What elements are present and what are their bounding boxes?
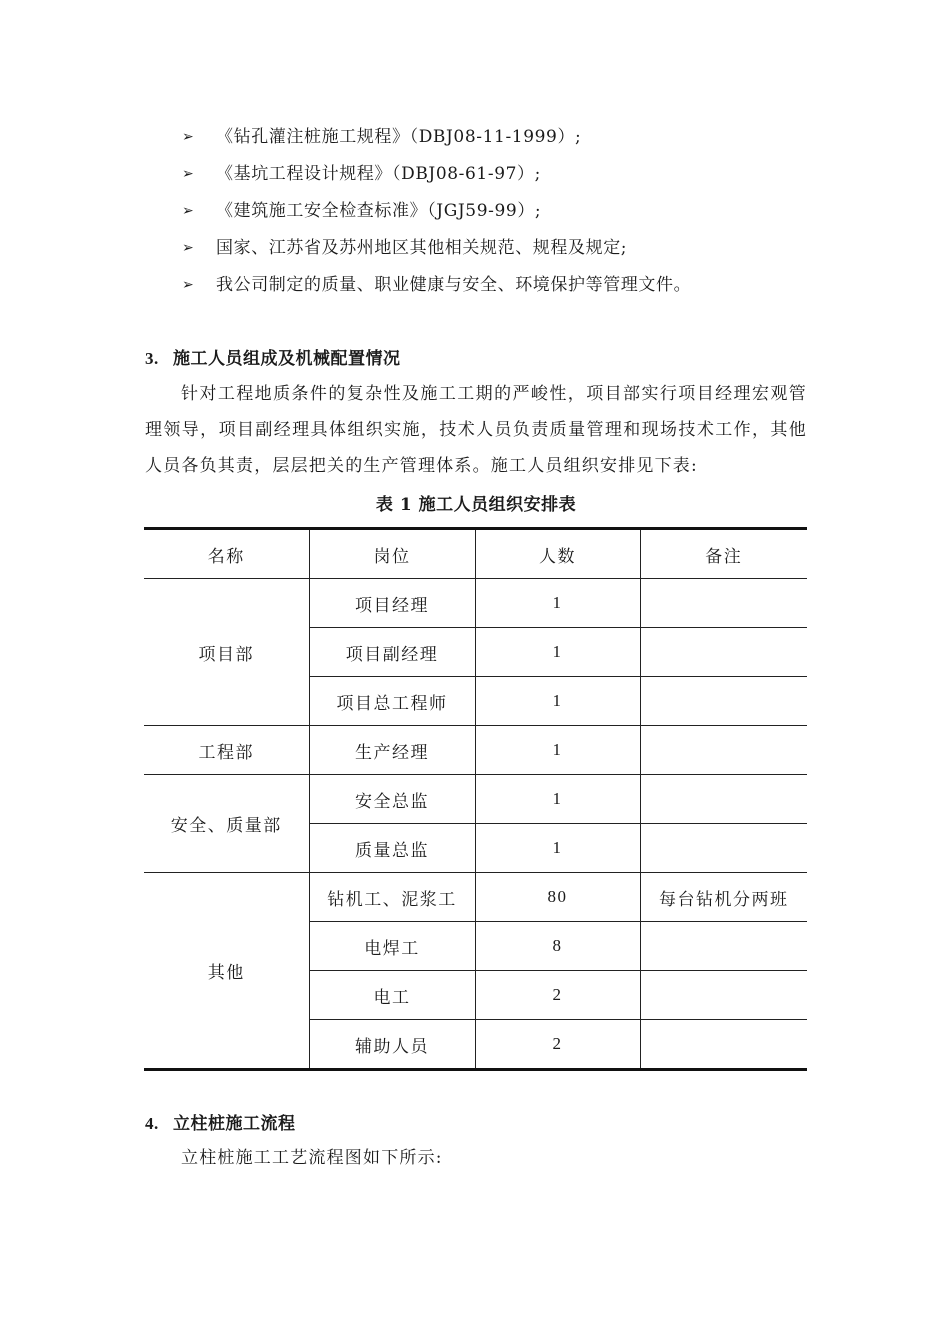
reference-text: 《基坑工程设计规程》（DBJ08-61-97）; <box>216 164 541 184</box>
section-3-heading <box>145 344 401 369</box>
note-cell <box>640 579 807 628</box>
post-cell: 电工 <box>309 971 475 1020</box>
count-cell: 2 <box>475 971 640 1020</box>
note-cell <box>640 1020 807 1070</box>
reference-item <box>182 270 822 307</box>
section-4-title: 立柱桩施工流程 <box>173 1114 296 1134</box>
post-cell: 项目经理 <box>309 579 475 628</box>
staff-arrangement-table <box>144 527 807 1071</box>
reference-item <box>182 233 822 270</box>
count-cell: 1 <box>475 726 640 775</box>
reference-text: 国家、江苏省及苏州地区其他相关规范、规程及规定; <box>216 238 628 258</box>
table-header-row <box>144 529 807 579</box>
column-header-post: 岗位 <box>309 529 475 579</box>
column-header-name: 名称 <box>144 529 309 579</box>
note-cell: 每台钻机分两班 <box>640 873 807 922</box>
table-row <box>144 873 807 922</box>
note-cell <box>640 775 807 824</box>
count-cell: 80 <box>475 873 640 922</box>
post-cell: 生产经理 <box>309 726 475 775</box>
arrow-bullet-icon: ➢ <box>182 277 194 293</box>
note-cell <box>640 922 807 971</box>
post-cell: 钻机工、泥浆工 <box>309 873 475 922</box>
post-cell: 安全总监 <box>309 775 475 824</box>
arrow-bullet-icon: ➢ <box>182 240 194 256</box>
column-header-count: 人数 <box>475 529 640 579</box>
table-row <box>144 579 807 628</box>
count-cell: 1 <box>475 824 640 873</box>
note-cell <box>640 824 807 873</box>
note-cell <box>640 971 807 1020</box>
section-3-paragraph: 针对工程地质条件的复杂性及施工工期的严峻性，项目部实行项目经理宏观管理领导，项目副经理具体组织实施，技术人员负责质量管理和现场技术工作，其他人员各负其责，层层把关的生产管理体系。施工人员组织安排见下表: <box>145 384 807 476</box>
section-4-paragraph: 立柱桩施工工艺流程图如下所示: <box>181 1148 443 1168</box>
reference-item <box>182 159 822 196</box>
post-cell: 电焊工 <box>309 922 475 971</box>
note-cell <box>640 726 807 775</box>
reference-item <box>182 196 822 233</box>
post-cell: 项目副经理 <box>309 628 475 677</box>
table-caption: 表 1 施工人员组织安排表 <box>375 495 577 515</box>
note-cell <box>640 677 807 726</box>
department-cell: 项目部 <box>144 579 309 726</box>
post-cell: 项目总工程师 <box>309 677 475 726</box>
count-cell: 1 <box>475 628 640 677</box>
count-cell: 8 <box>475 922 640 971</box>
section-3-number: 3. <box>145 349 159 368</box>
count-cell: 1 <box>475 579 640 628</box>
section-4-number: 4. <box>145 1114 159 1133</box>
count-cell: 1 <box>475 677 640 726</box>
arrow-bullet-icon: ➢ <box>182 203 194 219</box>
count-cell: 1 <box>475 775 640 824</box>
department-cell: 工程部 <box>144 726 309 775</box>
reference-item <box>182 122 822 159</box>
note-cell <box>640 628 807 677</box>
arrow-bullet-icon: ➢ <box>182 129 194 145</box>
post-cell: 辅助人员 <box>309 1020 475 1070</box>
post-cell: 质量总监 <box>309 824 475 873</box>
arrow-bullet-icon: ➢ <box>182 166 194 182</box>
reference-text: 《建筑施工安全检查标准》（JGJ59-99）; <box>216 201 542 221</box>
section-4-heading <box>145 1109 296 1134</box>
table-row <box>144 775 807 824</box>
department-cell: 安全、质量部 <box>144 775 309 873</box>
reference-list <box>182 122 822 307</box>
column-header-note: 备注 <box>640 529 807 579</box>
section-3-title: 施工人员组成及机械配置情况 <box>173 349 401 369</box>
count-cell: 2 <box>475 1020 640 1070</box>
reference-text: 《钻孔灌注桩施工规程》（DBJ08-11-1999）; <box>216 127 582 147</box>
reference-text: 我公司制定的质量、职业健康与安全、环境保护等管理文件。 <box>216 275 692 295</box>
table-row <box>144 726 807 775</box>
department-cell: 其他 <box>144 873 309 1070</box>
